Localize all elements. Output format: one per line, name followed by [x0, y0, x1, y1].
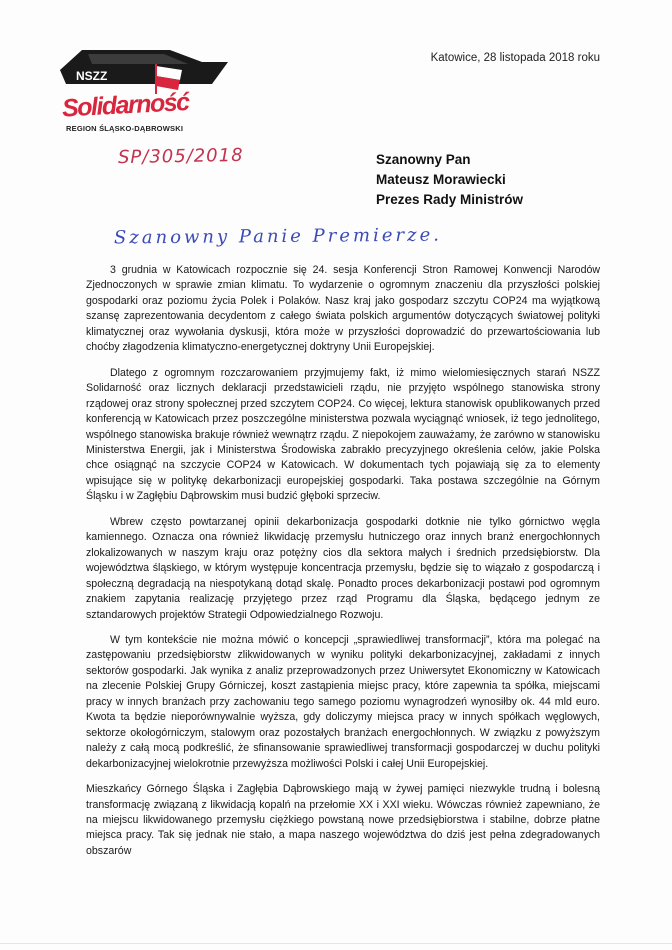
addressee-line1: Szanowny Pan: [376, 152, 471, 167]
addressee-name: Mateusz Morawiecki: [376, 172, 506, 187]
handwritten-salutation: Szanowny Panie Premierze.: [113, 224, 443, 249]
paragraph-1: 3 grudnia w Katowicach rozpocznie się 24. sesja Konferencji Stron Ramowej Konwencji Narodów Zjednoczonych w sprawie zmian klimatu. To wydarzenie o ogromnym znaczeniu dla przyszłości polskiej gospodarki oraz poziomu życia Polek i Polaków. Nasz kraj jako gospodarz szczytu COP24 ma wyjątkową szansę zaprezentowania decydentom z całego świata polskich argumentów dotyczących światowej polityki klimatycznej oraz wywołania dyskusji, która może w przyszłości doprowadzić do przewartościowania lub choćby złagodzenia klimatyczno-energetycznej doktryny Unii Europejskiej.: [86, 264, 600, 354]
paragraph-4: W tym kontekście nie można mówić o koncepcji „sprawiedliwej transformacji”, która ma polegać na zastępowaniu przedsiębiorstw zlikwidowanych w wyniku polityki dekarbonizacyjnej, zakładami z innych sektorów gospodarki. Jak wynika z analiz przeprowadzonych przez Uniwersytet Ekonomiczny w Katowicach na zlecenie Polskiej Grupy Górniczej, koszt zastąpienia miejsc pracy, które zapewnia ta spółka, miejscami pracy w innych branżach przy zachowaniu tego samego poziomu wynagrodzeń wynosiłby ok. 44 mld euro. Kwota ta będzie nieporównywalnie wyższa, gdy doliczymy miejsca pracy w innych spółkach węglowych, sektorze okołogórniczym, stalowym oraz pozostałych branżach energochłonnych. W związku z powyższym należy z całą mocą podkreślić, że sfinansowanie sprawiedliwej transformacji gospodarczej w duchu polityki dekarbonizacyjnej wielokrotnie przewyższa możliwości Polski i całej Unii Europejskiej.: [86, 633, 600, 770]
letter-body: [86, 263, 600, 869]
paragraph-5: Mieszkańcy Górnego Śląska i Zagłębia Dąbrowskiego mają w żywej pamięci niezwykle trudną i bolesną transformację związaną z likwidacją kopalń na przełomie XX i XXI wieku. Wówczas również zapewniano, że na miejscu likwidowanego przemysłu ciężkiego powstaną nowe przedsiębiorstwa i stabilne, dobrze płatne miejsca pracy. Tak się jednak nie stało, a mapa naszego województwa do dziś jest pełna zdegradowanych obszarów: [86, 783, 600, 857]
page-edge: [0, 943, 672, 944]
logo-org-name: Solidarność: [61, 88, 190, 123]
paragraph-3: Wbrew często powtarzanej opinii dekarbonizacja gospodarki dotknie nie tylko górnictwo węgla kamiennego. Oznacza ona również likwidację przemysłu hutniczego oraz innych branż energochłonnych zlokalizowanych w naszym kraju oraz potężny cios dla sektora małych i średnich przedsiębiorstw. Dla województwa śląskiego, w którym występuje koncentracja przemysłu, będzie się to wiązało z gospodarczą i społeczną degradacją na niespotykaną dotąd skalę. Ponadto proces dekarbonizacji postawi pod ogromnym znakiem zapytania realizację przyjętego przez rząd Programu dla Śląska, będącego jednym ze sztandarowych projektów Strategii Odpowiedzialnego Rozwoju.: [86, 515, 600, 621]
logo-region-label: REGION ŚLĄSKO-DĄBROWSKI: [66, 124, 184, 133]
reference-stamp: SP/305/2018: [117, 144, 244, 169]
date-line: Katowice, 28 listopada 2018 roku: [430, 52, 600, 64]
addressee-title: Prezes Rady Ministrów: [376, 192, 524, 207]
logo-org-tag: NSZZ: [76, 69, 108, 83]
addressee-block: [376, 150, 523, 210]
paragraph-2: Dlatego z ogromnym rozczarowaniem przyjmujemy fakt, iż mimo wielomiesięcznych starań NSZZ Solidarność oraz licznych deklaracji przedstawicieli rządu, nie przyjęto wspólnego stanowiska strony rządowej oraz strony społecznej przed szczytem COP24. Co więcej, lektura stanowisk opublikowanych przed konferencją w Katowicach przez poszczególne ministerstwa pozwala wyciągnąć wniosek, iż tego jednolitego, wspólnego stanowiska brakuje również wewnątrz rządu. Z niepokojem zauważamy, że zarówno w stanowisku Ministerstwa Energii, jak i Ministerstwa Środowiska zabrakło precyzyjnego określenia celów, jakie Polska chce osiągnąć na szczycie COP24 w Katowicach. W dokumentach tych pojawiają się za to elementy wpisujące się w politykę dekarbonizacji europejskiej gospodarki. Taka postawa szczególnie na Górnym Śląsku i w Zagłębiu Dąbrowskim musi budzić głęboki sprzeciw.: [86, 366, 600, 503]
